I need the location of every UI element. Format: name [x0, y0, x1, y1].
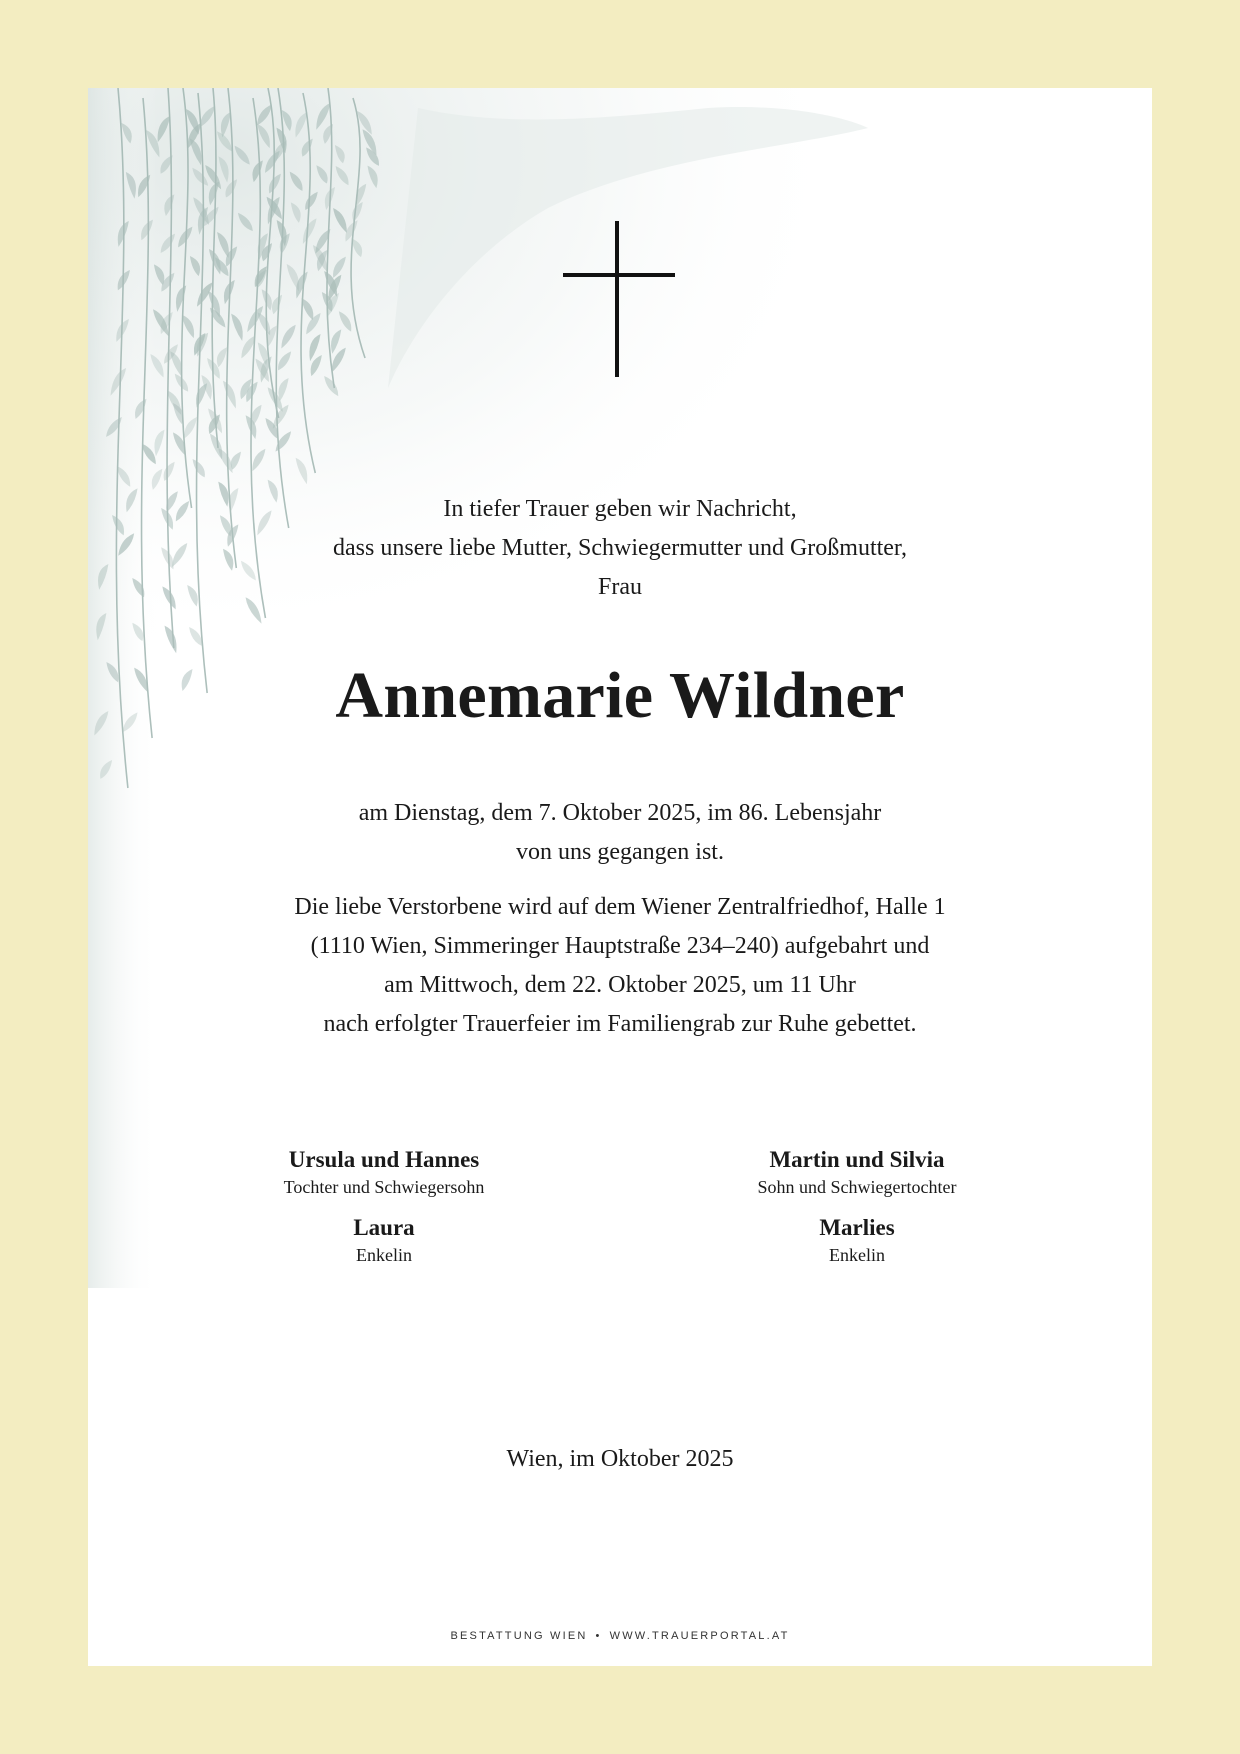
death-line: von uns gegangen ist.	[516, 839, 724, 865]
funeral-line: nach erfolgter Trauerfeier im Familiengrab zur Ruhe gebettet.	[323, 1011, 917, 1037]
mourner-name: Marlies	[819, 1215, 895, 1240]
mourner-name: Ursula und Hannes	[288, 1147, 480, 1172]
intro-text	[88, 490, 1152, 607]
mourner-relation: Tochter und Schwiegersohn	[283, 1177, 485, 1197]
obituary-sheet	[88, 88, 1152, 1666]
footer-separator: •	[595, 1630, 602, 1642]
mourner-relation: Enkelin	[356, 1245, 412, 1265]
deceased-name: Annemarie Wildner	[335, 659, 905, 732]
cross-icon	[563, 221, 675, 377]
death-text	[88, 794, 1152, 872]
mourner-entry	[204, 1214, 564, 1268]
mourner-entry	[677, 1214, 1037, 1268]
mourner-relation: Sohn und Schwiegertochter	[757, 1177, 957, 1197]
place-date: Wien, im Oktober 2025	[506, 1446, 734, 1472]
mourner-relation: Enkelin	[829, 1245, 885, 1265]
mourner-name: Martin und Silvia	[769, 1147, 945, 1172]
death-line: am Dienstag, dem 7. Oktober 2025, im 86. Lebensjahr	[358, 800, 882, 826]
footer-website: WWW.TRAUERPORTAL.AT	[609, 1630, 790, 1642]
mourner-entry	[204, 1146, 564, 1200]
intro-line: Frau	[598, 574, 642, 600]
intro-line: In tiefer Trauer geben wir Nachricht,	[443, 496, 797, 522]
footer-company: BESTATTUNG WIEN	[450, 1630, 588, 1642]
mourner-entry	[677, 1146, 1037, 1200]
funeral-text	[88, 888, 1152, 1044]
footer-credit	[88, 1630, 1152, 1642]
mourner-name: Laura	[353, 1215, 415, 1240]
funeral-line: Die liebe Verstorbene wird auf dem Wiener Zentralfriedhof, Halle 1	[294, 894, 946, 920]
intro-line: dass unsere liebe Mutter, Schwiegermutter und Großmutter,	[333, 535, 907, 561]
funeral-line: am Mittwoch, dem 22. Oktober 2025, um 11 Uhr	[384, 972, 856, 998]
funeral-line: (1110 Wien, Simmeringer Hauptstraße 234–240) aufgebahrt und	[310, 933, 930, 959]
